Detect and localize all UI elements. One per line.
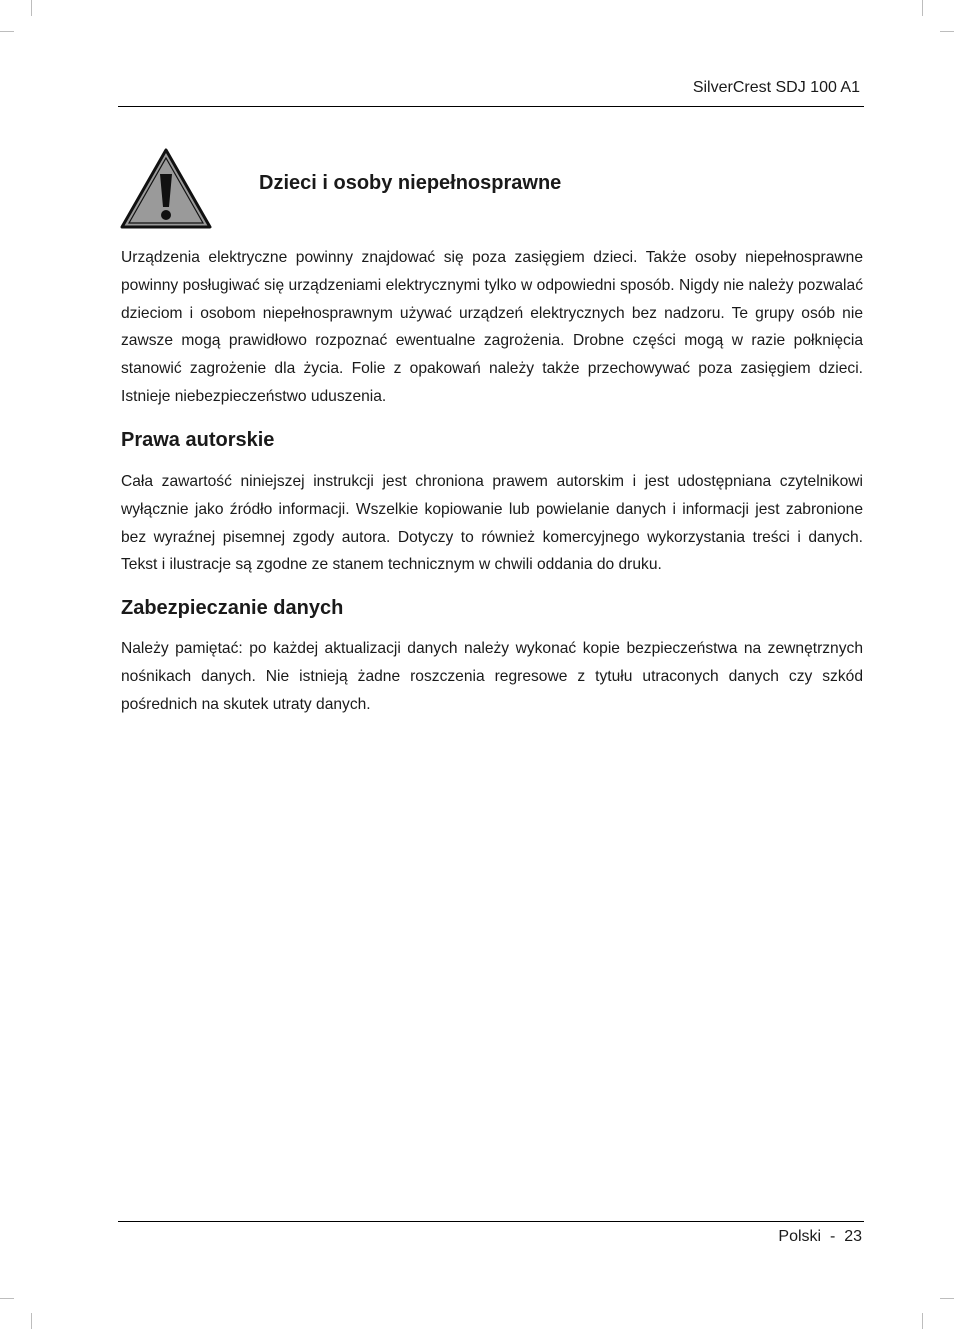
- footer-rule: [118, 1221, 864, 1222]
- section-title-data-backup: Zabezpieczanie danych: [121, 597, 344, 619]
- crop-mark: [31, 0, 32, 16]
- crop-mark: [0, 31, 14, 32]
- crop-mark: [940, 1298, 954, 1299]
- running-header: SilverCrest SDJ 100 A1: [692, 79, 860, 96]
- crop-mark: [0, 1298, 14, 1299]
- warning-triangle-icon: [119, 147, 213, 231]
- section-body-children: Urządzenia elektryczne powinny znajdować się poza zasięgiem dzieci. Także osoby niepełnosprawne powinny posługiwać się urządzeniami elektrycznymi tylko w odpowiedni sposób. Nigdy nie należy pozwalać dzieciom i osobom niepełnosprawnym używać urządzeń elektrycznych bez nadzoru. Te grupy osób nie zawsze mogą prawidłowo rozpoznać ewentualne zagrożenia. Drobne części mogą w razie połknięcia stanowić zagrożenie dla życia. Folie z opakowań należy także przechowywać poza zasięgiem dzieci. Istnieje niebezpieczeństwo uduszenia.: [121, 249, 863, 405]
- section-title-copyright: Prawa autorskie: [121, 429, 275, 451]
- header-rule: [118, 106, 864, 107]
- crop-mark: [922, 0, 923, 16]
- page-number: Polski - 23: [778, 1228, 862, 1245]
- section-body-copyright: Cała zawartość niniejszej instrukcji jest chroniona prawem autorskim i jest udostępniana czytelnikowi wyłącznie jako źródło informacji. Wszelkie kopiowanie lub powielanie danych i informacji jest zabronione bez wyraźnej pisemnej zgody autora. Dotyczy to również komercyjnego wykorzystania treści i danych. Tekst i ilustracje są zgodne ze stanem technicznym w chwili oddania do druku.: [121, 473, 863, 574]
- crop-mark: [940, 31, 954, 32]
- section-title-children: Dzieci i osoby niepełnosprawne: [259, 172, 562, 194]
- crop-mark: [922, 1313, 923, 1329]
- section-body-data-backup: Należy pamiętać: po każdej aktualizacji danych należy wykonać kopie bezpieczeństwa na zewnętrznych nośnikach danych. Nie istnieją żadne roszczenia regresowe z tytułu utraconych danych czy szkód pośrednich na skutek utraty danych.: [121, 640, 863, 713]
- crop-mark: [31, 1313, 32, 1329]
